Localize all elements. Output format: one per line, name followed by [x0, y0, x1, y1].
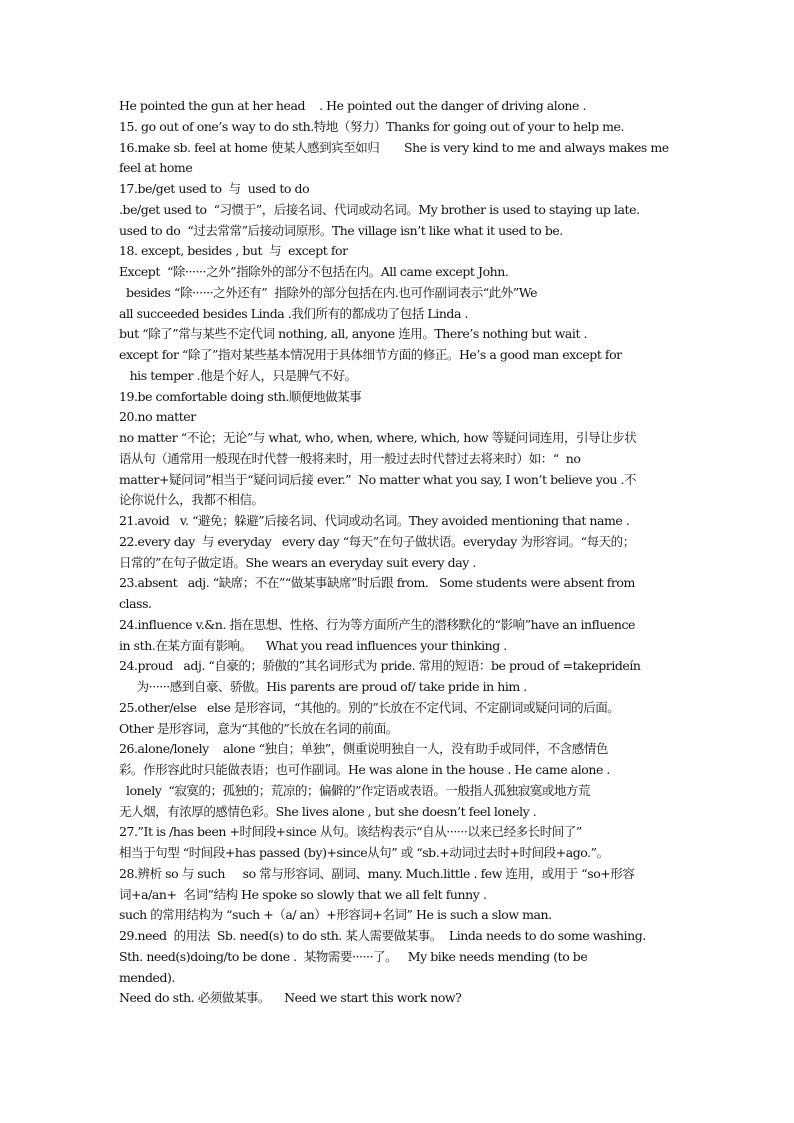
text-line: 26.alone/lonely alone “独自；单独”，侧重说明独自一人，没有助手或同伴，不含感情色 [119, 741, 608, 757]
text-line: Other 是形容词，意为“其他的”长放在名词的前面。 [119, 720, 398, 736]
text-line: 论你说什么，我都不相信。 [119, 492, 264, 508]
text-line: He pointed the gun at her head . He pointed out the danger of driving alone . [119, 98, 587, 113]
text-line: 词+a/an+ 名词”结构 He spoke so slowly that we all felt funny . [119, 886, 487, 902]
text-line: 24.proud adj. “自豪的；骄傲的”其名词形式为 pride. 常用的短语：be proud of =takeprideín [119, 658, 641, 674]
text-line: class. [119, 596, 152, 611]
text-line: 27.”It is /has been +时间段+since 从句。该结构表示“自从······以来已经多长时间了” [119, 824, 582, 840]
text-line: all succeeded besides Linda .我们所有的都成功了包括 Linda . [119, 305, 469, 321]
text-line: Sth. need(s)doing/to be done . 某物需要······了。 My bike needs mending (to be [119, 948, 588, 964]
text-line: 语从句（通常用一般现在时代替一般将来时，用一般过去时代替过去将来时）如：“ no [119, 450, 581, 466]
text-line: 24.influence v.&n. 指在思想、性格、行为等方面所产生的潜移默化的“影响”have an influence [119, 616, 635, 632]
text-line: 25.other/else else 是形容词，“其他的。别的”长放在不定代词、不定副词或疑问词的后面。 [119, 699, 620, 715]
text-line: his temper .他是个好人，只是脾气不好。 [119, 367, 357, 383]
text-line: 相当于句型 “时间段+has passed (by)+since从句” 或 “sb.+动词过去时+时间段+ago.”。 [119, 845, 609, 860]
text-line: 无人烟，有浓厚的感情色彩。She lives alone , but she doesn’t feel lonely . [119, 803, 537, 819]
text-line: 为······感到自豪、骄傲。His parents are proud of/ take pride in him . [119, 679, 527, 694]
text-line: 22.every day 与 everyday every day “每天”在句子做状语。everyday 为形容词。“每天的； [119, 533, 635, 549]
text-line: 20.no matter [119, 409, 196, 425]
text-line: 日常的”在句子做定语。She wears an everyday suit every day . [119, 554, 476, 570]
text-line: used to do “过去常常”后接动词原形。The village isn’t like what it used to be. [119, 222, 563, 238]
text-line: Except “除······之外”指除外的部分不包括在内。All came except John. [119, 264, 509, 279]
text-line: 21.avoid v. “避免；躲避”后接名词、代词或动名词。They avoided mentioning that name . [119, 513, 630, 528]
text-line: 29.need 的用法 Sb. need(s) to do sth. 某人需要做某事。 Linda needs to do some washing. [119, 928, 646, 943]
text-line: 28.辨析 so 与 such so 常与形容词、副词、many. Much.little . few 连用，或用于 “so+形容 [119, 865, 635, 881]
text-line: feel at home [119, 160, 193, 176]
text-line: 17.be/get used to 与 used to do [119, 181, 310, 196]
text-line: 彩。作形容此时只能做表语；也可作副词。He was alone in the house . He came alone . [119, 762, 610, 777]
text-line: such 的常用结构为 “such +（a/ an）+形容词+名词” He is such a slow man. [119, 907, 552, 923]
text-line: in sth.在某方面有影响。 What you read influences your thinking . [119, 637, 507, 653]
text-line: 23.absent adj. “缺席；不在”“做某事缺席”时后跟 from. Some students were absent from [119, 575, 635, 591]
document-page [119, 96, 681, 1009]
text-line: Need do sth. 必须做某事。 Need we start this work now? [119, 990, 462, 1006]
text-line: 15. go out of one’s way to do sth.特地（努力）Thanks for going out of your to help me. [119, 118, 625, 134]
text-line: 19.be comfortable doing sth.顺便地做某事 [119, 388, 362, 404]
text-line: no matter “不论；无论”与 what, who, when, where, which, how 等疑问词连用，引导让步状 [119, 430, 637, 445]
text-line: matter+疑问词”相当于“疑问词后接 ever.” No matter what you say, I won’t believe you .不 [119, 471, 637, 487]
text-line: lonely “寂寞的；孤独的；荒凉的；偏僻的”作定语或表语。一般指人孤独寂寞或地方荒 [119, 782, 591, 798]
text-line: 18. except, besides , but 与 except for [119, 243, 348, 259]
text-line: besides “除······之外还有” 指除外的部分包括在内.也可作副词表示“此外”We [119, 284, 538, 300]
text-line: mended). [119, 969, 175, 985]
text-line: except for “除了”指对某些基本情况用于具体细节方面的修正。He’s a good man except for [119, 347, 622, 362]
text-line: but “除了”常与某些不定代词 nothing, all, anyone 连用。There’s nothing but wait . [119, 326, 588, 342]
text-line: 16.make sb. feel at home 使某人感到宾至如归 She is very kind to me and always makes me [119, 139, 669, 155]
text-line: .be/get used to “习惯于”，后接名词、代词或动名词。My brother is used to staying up late. [119, 201, 640, 217]
